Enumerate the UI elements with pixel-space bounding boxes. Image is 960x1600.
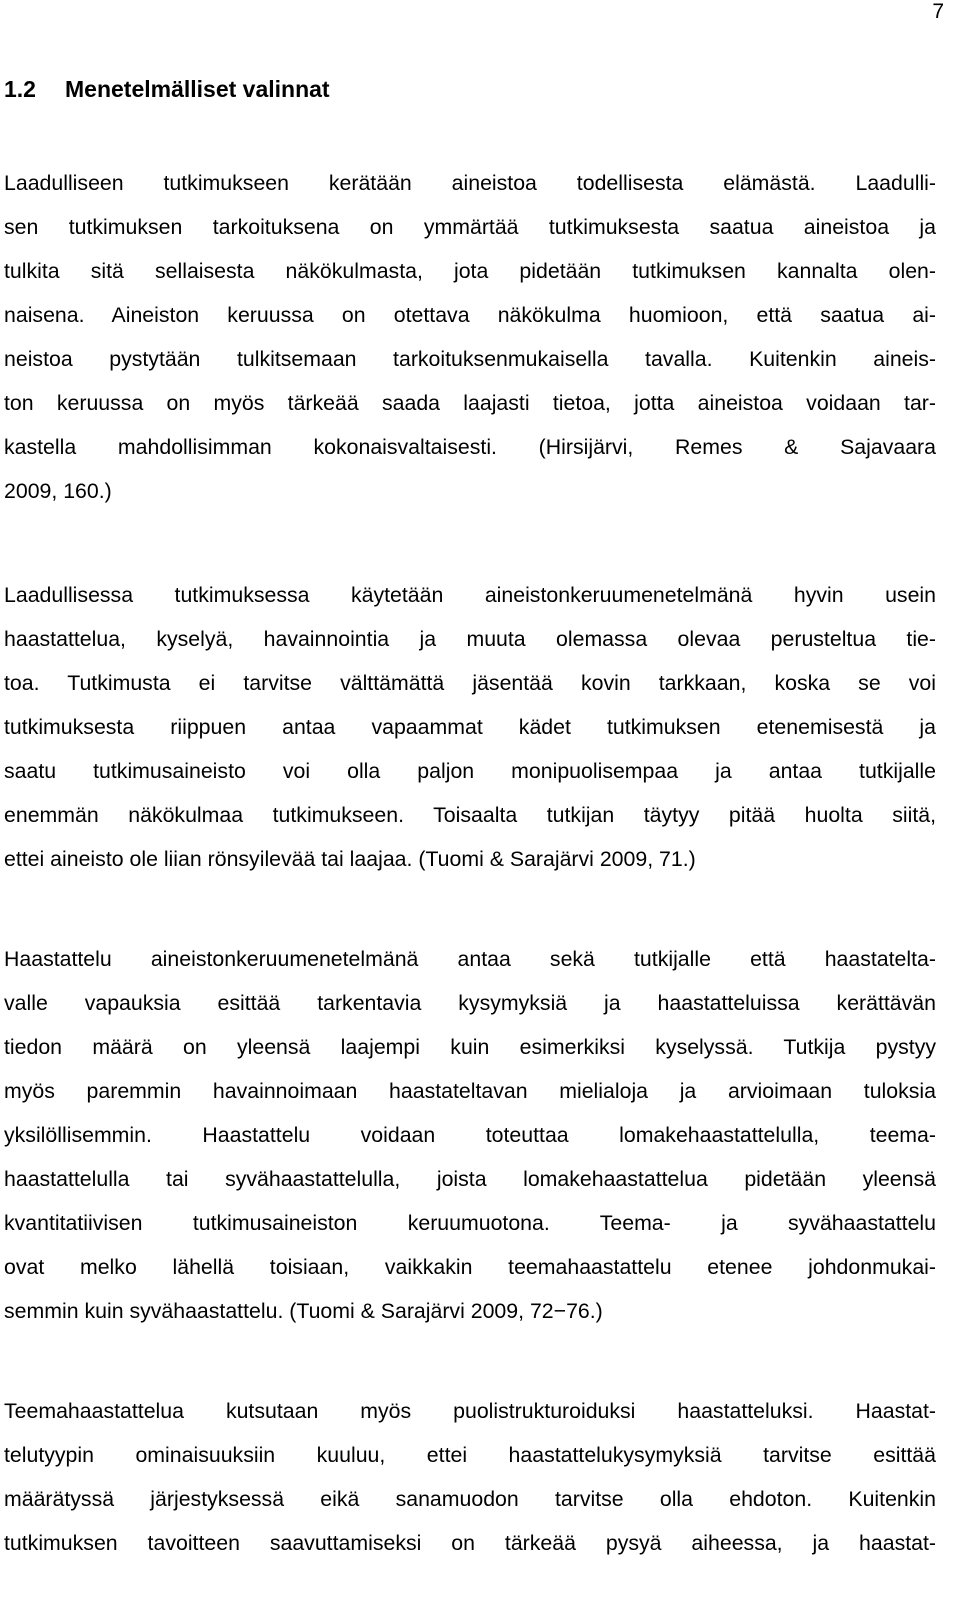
text-line: haastattelua, kyselyä, havainnointia ja muuta olemassa olevaa perusteltua tie-: [4, 627, 936, 651]
text-line: määrätyssä järjestyksessä eikä sanamuodon tarvitse olla ehdoton. Kuitenkin: [4, 1487, 936, 1511]
text-line: kastella mahdollisimman kokonaisvaltaisesti. (Hirsijärvi, Remes & Sajavaara: [4, 435, 936, 459]
text-line: toa. Tutkimusta ei tarvitse välttämättä jäsentää kovin tarkkaan, koska se voi: [4, 671, 936, 695]
text-line: Laadulliseen tutkimukseen kerätään aineistoa todellisesta elämästä. Laadulli-: [4, 171, 936, 195]
text-line: telutyypin ominaisuuksiin kuuluu, ettei haastattelukysymyksiä tarvitse esittää: [4, 1443, 936, 1467]
text-line: myös paremmin havainnoimaan haastateltavan mielialoja ja arvioimaan tuloksia: [4, 1079, 936, 1103]
text-line: yksilöllisemmin. Haastattelu voidaan toteuttaa lomakehaastattelulla, teema-: [4, 1123, 936, 1147]
page-number: 7: [932, 0, 944, 23]
text-line: ettei aineisto ole liian rönsyilevää tai laajaa. (Tuomi & Sarajärvi 2009, 71.): [4, 847, 696, 871]
section-heading: [4, 74, 330, 104]
text-line: ton keruussa on myös tärkeää saada laajasti tietoa, jotta aineistoa voidaan tar-: [4, 391, 936, 415]
text-line: tiedon määrä on yleensä laajempi kuin esimerkiksi kyselyssä. Tutkija pystyy: [4, 1035, 936, 1059]
text-line: tutkimuksesta riippuen antaa vapaammat kädet tutkimuksen etenemisestä ja: [4, 715, 936, 739]
text-line: neistoa pystytään tulkitsemaan tarkoituksenmukaisella tavalla. Kuitenkin aineis-: [4, 347, 936, 371]
text-line: Haastattelu aineistonkeruumenetelmänä antaa sekä tutkijalle että haastatelta-: [4, 947, 936, 971]
text-line: saatu tutkimusaineisto voi olla paljon monipuolisempaa ja antaa tutkijalle: [4, 759, 936, 783]
text-line: valle vapauksia esittää tarkentavia kysymyksiä ja haastatteluissa kerättävän: [4, 991, 936, 1015]
text-line: Teemahaastattelua kutsutaan myös puolistrukturoiduksi haastatteluksi. Haastat-: [4, 1399, 936, 1423]
text-line: ovat melko lähellä toisiaan, vaikkakin teemahaastattelu etenee johdonmukai-: [4, 1255, 936, 1279]
text-line: enemmän näkökulmaa tutkimukseen. Toisaalta tutkijan täytyy pitää huolta siitä,: [4, 803, 936, 827]
text-line: naisena. Aineiston keruussa on otettava näkökulma huomioon, että saatua ai-: [4, 303, 936, 327]
text-line: tutkimuksen tavoitteen saavuttamiseksi on tärkeää pysyä aiheessa, ja haastat-: [4, 1531, 936, 1555]
text-line: tulkita sitä sellaisesta näkökulmasta, jota pidetään tutkimuksen kannalta olen-: [4, 259, 936, 283]
text-line: sen tutkimuksen tarkoituksena on ymmärtää tutkimuksesta saatua aineistoa ja: [4, 215, 936, 239]
section-title: Menetelmälliset valinnat: [65, 76, 330, 102]
text-line: haastattelulla tai syvähaastattelulla, joista lomakehaastattelua pidetään yleensä: [4, 1167, 936, 1191]
text-line: Laadullisessa tutkimuksessa käytetään aineistonkeruumenetelmänä hyvin usein: [4, 583, 936, 607]
text-line: 2009, 160.): [4, 479, 112, 503]
section-number: 1.2: [4, 76, 36, 102]
text-line: kvantitatiivisen tutkimusaineiston keruumuotona. Teema- ja syvähaastattelu: [4, 1211, 936, 1235]
text-line: semmin kuin syvähaastattelu. (Tuomi & Sarajärvi 2009, 72−76.): [4, 1299, 603, 1323]
